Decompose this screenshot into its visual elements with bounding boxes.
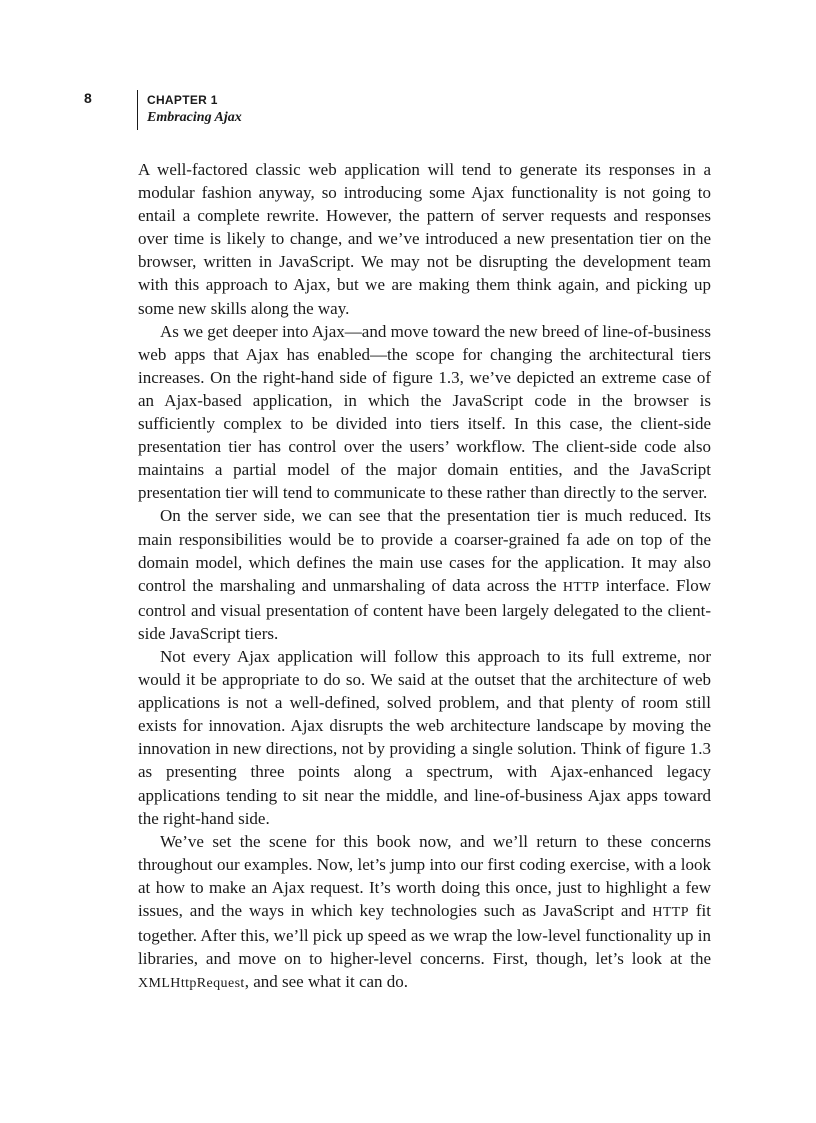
paragraph-3 — [138, 504, 711, 645]
paragraph-4: Not every Ajax application will follow this approach to its full extreme, nor would it be appropriate to do so. We said at the outset that the architecture of web applications is not a well-defined, solved problem, and that plenty of room still exists for innovation. Ajax disrupts the web architecture landscape by moving the innovation in new directions, not by providing a single solution. Think of figure 1.3 as presenting three points along a spectrum, with Ajax-enhanced legacy applications tending to sit near the middle, and line-of-business Ajax apps toward the right-hand side. — [138, 646, 711, 828]
paragraph-1: A well-factored classic web application will tend to generate its responses in a modular fashion anyway, so introducing some Ajax functionality is not going to entail a complete rewrite. However, the pattern of server requests and responses over time is likely to change, and we’ve introduced a new presentation tier on the browser, written in JavaScript. We may not be disrupting the development team with this approach to Ajax, but we are making them think again, and picking up some new skills along the way. — [138, 160, 711, 318]
paragraph-5 — [138, 830, 711, 996]
paragraph-5-part-3: , and see what it can do. — [244, 972, 409, 992]
http-term: HTTP — [652, 905, 689, 920]
body-text — [138, 158, 711, 995]
http-term: HTTP — [562, 579, 600, 595]
header-rule — [137, 90, 138, 130]
paragraph-3-part-2: interface. Flow control and visual presentation of content have been largely delegated to the client-side JavaScript tiers. — [138, 575, 711, 643]
chapter-title: Embracing Ajax — [147, 110, 242, 125]
xmlhttprequest-term: XMLHttpRequest — [138, 976, 245, 992]
page-number: 8 — [84, 90, 92, 106]
paragraph-2: As we get deeper into Ajax—and move toward the new breed of line-of-business web apps that Ajax has enabled—the scope for changing the architectural tiers increases. On the right-hand side of figure 1.3, we’ve depicted an extreme case of an Ajax-based application, in which the JavaScript code in the browser is sufficiently complex to be divided into tiers itself. In this case, the client-side presentation tier has control over the users’ workflow. The client-side code also maintains a partial model of the major domain entities, and the JavaScript presentation tier will tend to communicate to these rather than directly to the server. — [138, 321, 711, 503]
paragraph-5-part-1: We’ve set the scene for this book now, and we’ll return to these concerns throughout our examples. Now, let’s jump into our first coding exercise, with a look at how to make an Ajax request. It’s worth doing this once, just to highlight a few issues, and the ways in which key technologies such as JavaScript and — [138, 831, 711, 920]
paragraph-3-part-1: On the server side, we can see that the presentation tier is much reduced. Its main responsibilities would be to provide a coarser-grained fa ade on top of the domain model, which defines the main use cases for the application. It may also control the marshaling and unmarshaling of data across the — [138, 506, 711, 595]
paragraph-5-part-2: fit together. After this, we’ll pick up speed as we wrap the low-level functionality up in libraries, and move on to higher-level concerns. First, though, let’s look at the — [138, 901, 711, 969]
chapter-label: CHAPTER 1 — [147, 93, 218, 107]
